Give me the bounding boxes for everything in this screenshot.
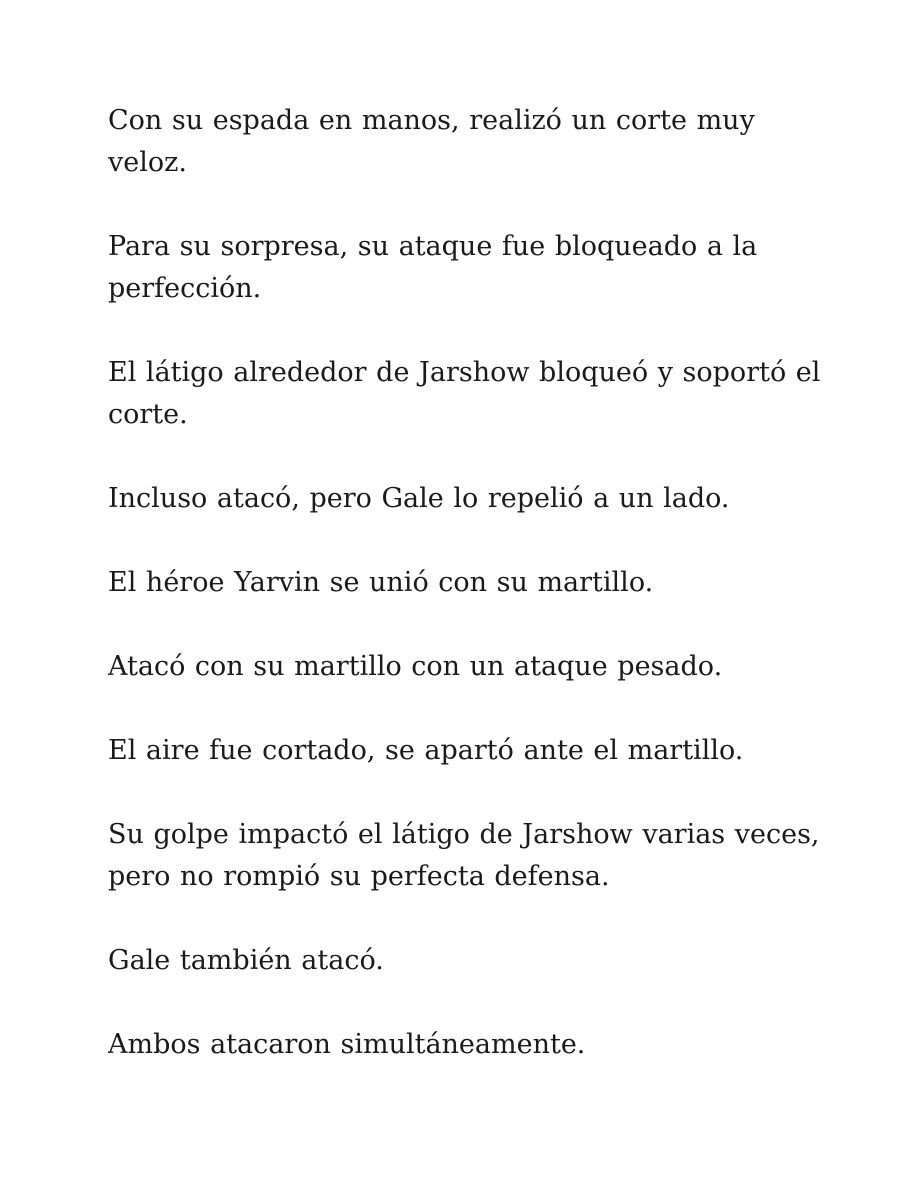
- paragraph-5: El héroe Yarvin se unió con su martillo.: [108, 567, 654, 598]
- paragraph-4: Incluso atacó, pero Gale lo repelió a un lado.: [108, 483, 730, 514]
- paragraph-2: Para su sorpresa, su ataque fue bloqueado a la perfección.: [108, 231, 758, 304]
- paragraph-9: Gale también atacó.: [108, 945, 384, 976]
- paragraph-3: El látigo alrededor de Jarshow bloqueó y soportó el corte.: [108, 357, 821, 430]
- paragraph-1: Con su espada en manos, realizó un corte muy veloz.: [108, 105, 755, 178]
- paragraph-10: Ambos atacaron simultáneamente.: [108, 1029, 586, 1060]
- paragraph-8: Su golpe impactó el látigo de Jarshow varias veces, pero no rompió su perfecta defensa.: [108, 819, 820, 892]
- paragraph-6: Atacó con su martillo con un ataque pesado.: [108, 651, 723, 682]
- paragraph-7: El aire fue cortado, se apartó ante el martillo.: [108, 735, 744, 766]
